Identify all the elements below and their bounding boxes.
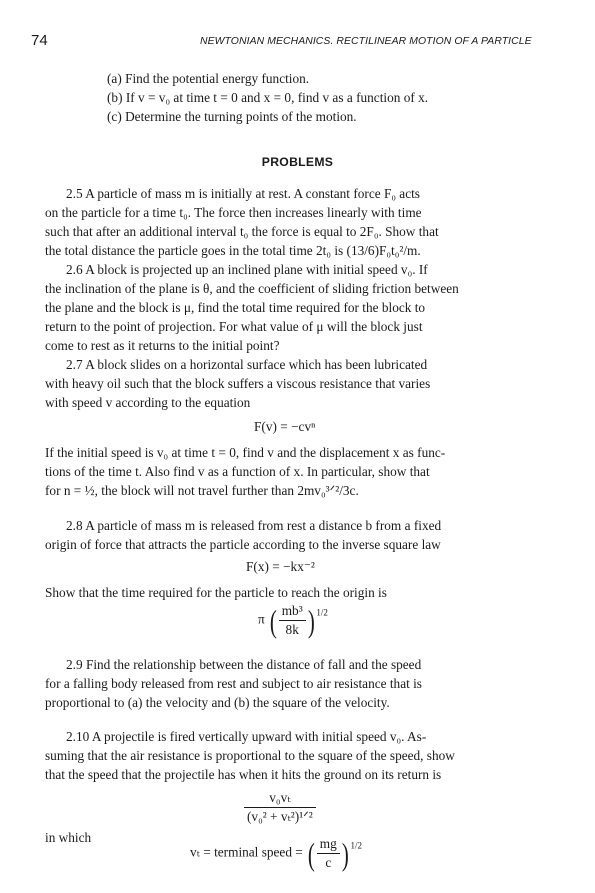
problem-2-6-line: the inclination of the plane is θ, and the coefficient of sliding friction between	[45, 281, 459, 296]
running-title: NEWTONIAN MECHANICS. RECTILINEAR MOTION OF A PARTICLE	[200, 36, 532, 47]
problem-2-5-line: the total distance the particle goes in the total time 2t₀ is (13/6)F₀t₀²/m.	[45, 243, 421, 258]
fraction	[317, 836, 340, 871]
problem-2-6-line: the plane and the block is μ, find the total time required for the block to	[45, 300, 426, 315]
right-paren: )	[307, 602, 315, 639]
problem-2-7-line: 2.7 A block slides on a horizontal surface which has been lubricated	[66, 357, 428, 372]
page-number: 74	[31, 32, 48, 49]
fraction	[279, 603, 306, 638]
item-b: (b) If v = v₀ at time t = 0 and x = 0, find v as a function of x.	[107, 90, 429, 105]
problem-2-5-line: such that after an additional interval t₀ the force is equal to 2F₀. Show that	[45, 224, 439, 239]
problem-2-7-line: tions of the time t. Also find v as a function of x. In particular, show that	[45, 464, 430, 479]
problem-2-9-line: for a falling body released from rest and subject to air resistance that is	[45, 676, 422, 691]
problem-2-10-line: suming that the air resistance is proportional to the square of the speed, show	[45, 748, 455, 763]
numerator: v₀vₜ	[244, 790, 316, 808]
problem-2-10-line: 2.10 A projectile is fired vertically upward with initial speed v₀. As-	[66, 729, 427, 744]
pi-symbol: π	[258, 611, 265, 627]
numerator: mg	[317, 836, 340, 854]
numerator: mb³	[279, 603, 306, 621]
problem-2-5-line: on the particle for a time t₀. The force then increases linearly with time	[45, 205, 422, 220]
terminal-speed-lhs: vₜ = terminal speed =	[190, 844, 303, 860]
equation-terminal-speed	[190, 836, 362, 871]
problem-2-7-line: with speed v according to the equation	[45, 395, 251, 410]
section-heading: PROBLEMS	[261, 155, 334, 169]
left-paren: (	[269, 602, 277, 639]
denominator: c	[325, 855, 332, 870]
equation-return-speed	[244, 790, 316, 825]
problem-2-8-line: 2.8 A particle of mass m is released from rest a distance b from a fixed	[66, 518, 442, 533]
problem-2-10-line: that the speed that the projectile has when it hits the ground on its return is	[45, 767, 442, 782]
problem-2-7-line: for n = ½, the block will not travel further than 2mv₀³ᐟ²/3c.	[45, 483, 359, 498]
problem-2-8-line: origin of force that attracts the particle according to the inverse square law	[45, 537, 441, 552]
denominator: (v₀² + vₜ²)¹ᐟ²	[247, 809, 313, 824]
item-a: (a) Find the potential energy function.	[107, 71, 310, 86]
problem-2-9-line: proportional to (a) the velocity and (b) the square of the velocity.	[45, 695, 390, 710]
in-which-label: in which	[45, 830, 92, 845]
problem-2-7-line: If the initial speed is v₀ at time t = 0, find v and the displacement x as func-	[45, 445, 446, 460]
fraction	[244, 790, 316, 825]
equation-inverse-square: F(x) = −kx⁻²	[246, 559, 315, 574]
problem-2-7-line: with heavy oil such that the block suffers a viscous resistance that varies	[45, 376, 431, 391]
exponent: 1/2	[350, 840, 362, 851]
left-paren: (	[308, 835, 315, 872]
problem-2-5-line: 2.5 A particle of mass m is initially at rest. A constant force F₀ acts	[66, 186, 420, 201]
problem-2-9-line: 2.9 Find the relationship between the distance of fall and the speed	[66, 657, 422, 672]
denominator: 8k	[285, 622, 299, 637]
item-c: (c) Determine the turning points of the motion.	[107, 109, 357, 124]
exponent: 1/2	[316, 607, 328, 618]
problem-2-8-line: Show that the time required for the particle to reach the origin is	[45, 585, 387, 600]
problem-2-6-line: return to the point of projection. For what value of μ will the block just	[45, 319, 423, 334]
right-paren: )	[341, 835, 349, 872]
problem-2-6-line: 2.6 A block is projected up an inclined plane with initial speed v₀. If	[66, 262, 428, 277]
equation-viscous-force: F(v) = −cvⁿ	[254, 419, 316, 434]
problem-2-6-line: come to rest as it returns to the initial point?	[45, 338, 280, 353]
equation-fall-time	[258, 603, 328, 638]
